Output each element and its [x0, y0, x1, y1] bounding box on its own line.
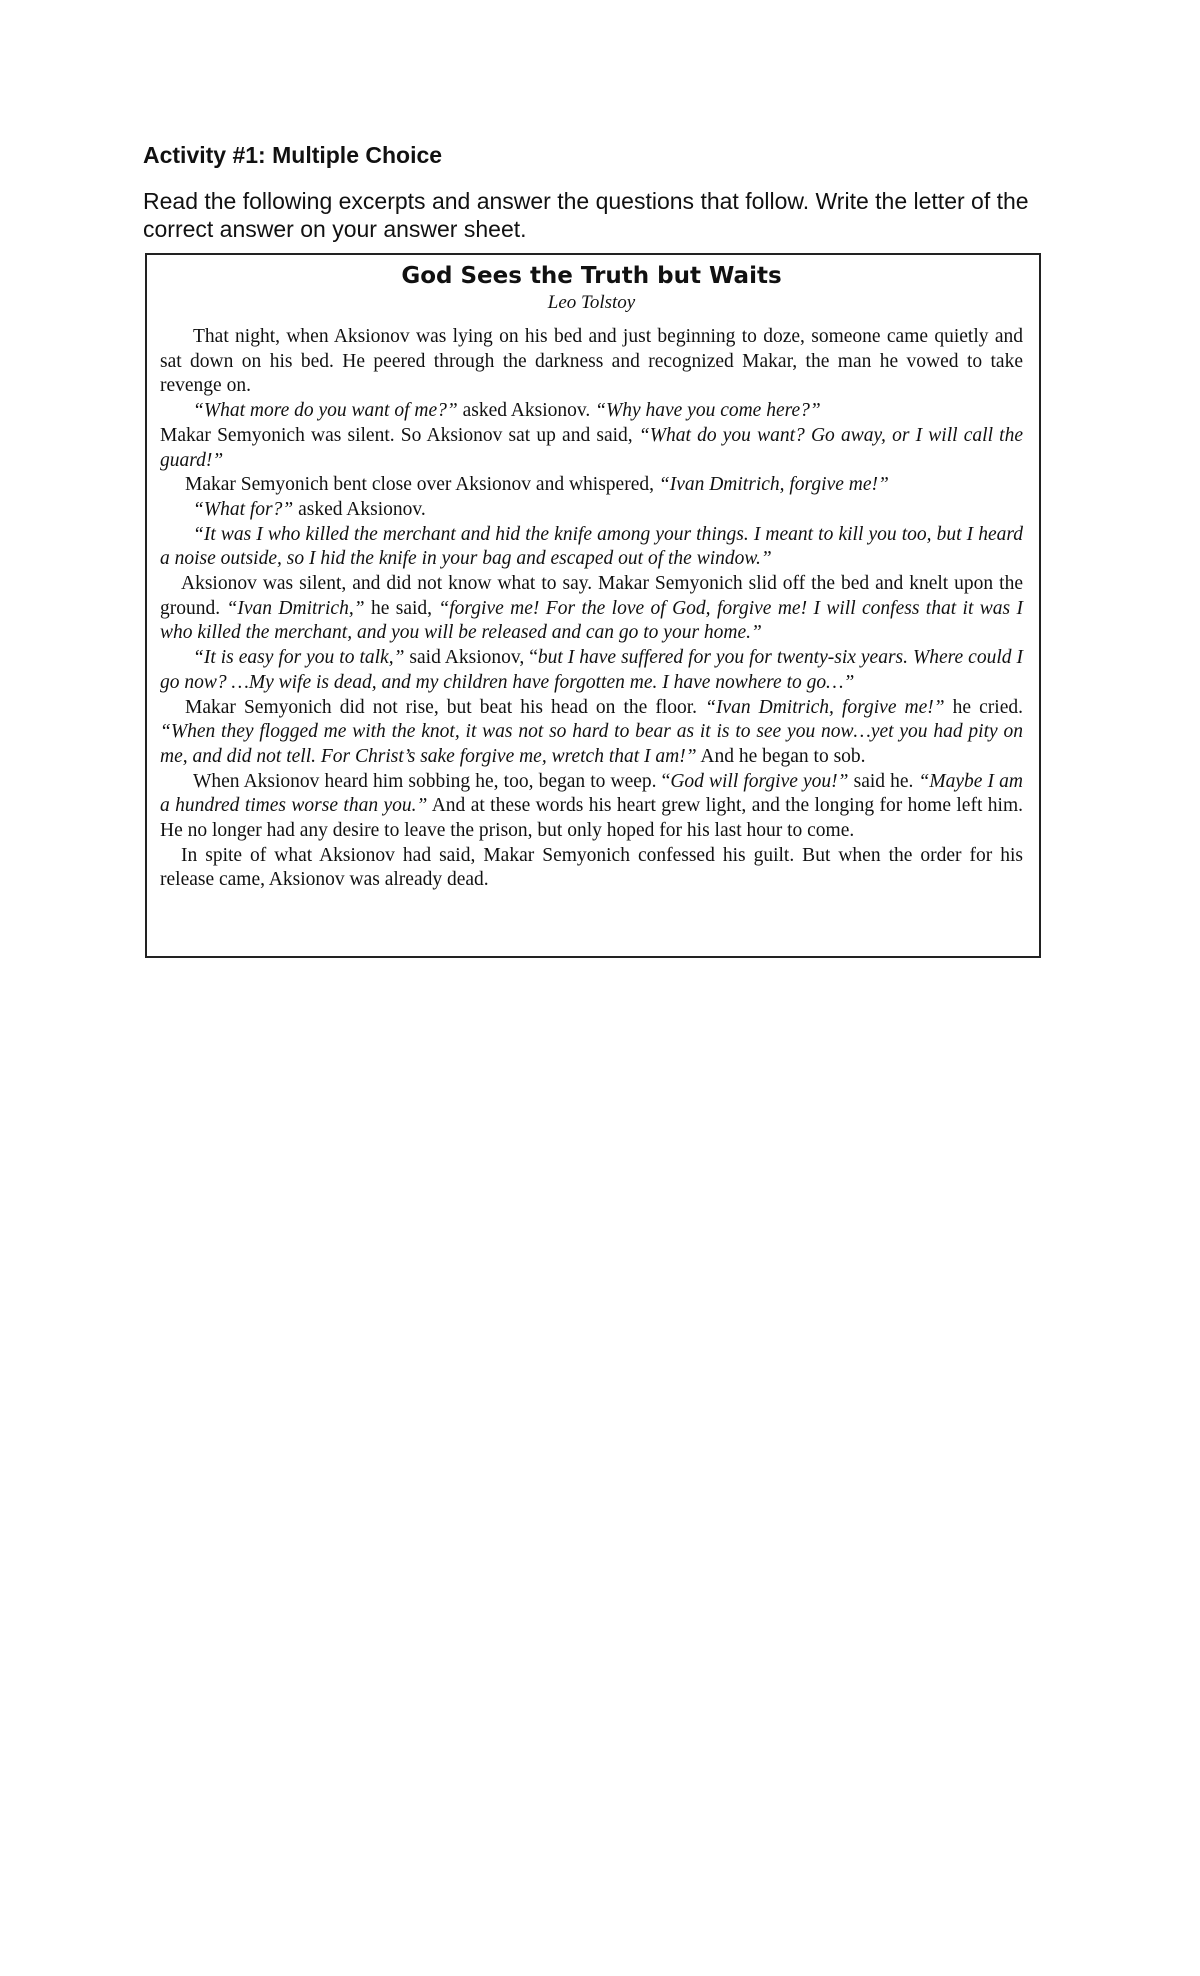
quoted-text: “Why have you come here?”: [595, 400, 821, 422]
quoted-text: “Ivan Dmitrich, forgive me!”: [658, 474, 889, 496]
narrative-text: asked Aksionov.: [457, 400, 596, 422]
story-title: God Sees the Truth but Waits: [401, 263, 782, 289]
excerpt-body: [160, 325, 1023, 893]
excerpt-paragraph: [160, 498, 1023, 523]
narrative-text: In spite of what Aksionov had said, Makar Semyonich confessed his guilt. But when the order for his release came, Aksionov was already dead.: [160, 844, 1023, 891]
excerpt-paragraph: [160, 572, 1023, 646]
quoted-text: but I have suffered for you for twenty-six years. Where could I go now? …My wife is dead, and my children have forgotten me. I have nowhere to go…”: [160, 647, 1023, 693]
excerpt-paragraph: [160, 424, 1023, 473]
narrative-text: he said,: [364, 597, 439, 619]
instructions-text: Read the following excerpts and answer the questions that follow. Write the letter of the correct answer on your answer sheet.: [143, 188, 1029, 242]
story-author: Leo Tolstoy: [547, 292, 636, 313]
quoted-text: “It was I who killed the merchant and hid the knife among your things. I meant to kill you too, but I heard a noise outside, so I hid the knife in your bag and escaped out of the window.”: [160, 523, 1023, 570]
excerpt-paragraph: [160, 473, 1023, 498]
quoted-text: “Maybe I am a hundred times worse than you.”: [160, 770, 1023, 817]
narrative-text: And at these words his heart grew light, and the longing for home left him. He no longer had any desire to leave the prison, but only hoped for his last hour to come.: [160, 795, 1023, 842]
narrative-text: said he.: [848, 770, 919, 792]
quoted-text: “What do you want? Go away, or I will call the guard!”: [160, 424, 1023, 471]
excerpt-paragraph: [160, 523, 1023, 572]
quoted-text: “It is easy for you to talk,”: [193, 647, 405, 669]
quoted-text: “forgive me! For the love of God, forgive me! I will confess that it was I who killed the merchant, and you will be released and can go to your home.”: [160, 597, 1023, 644]
narrative-text: said Aksionov, “: [404, 647, 538, 669]
narrative-text: That night, when Aksionov was lying on his bed and just beginning to doze, someone came quietly and sat down on his bed. He peered through the darkness and recognized Makar, the man he vowed to take revenge on.: [160, 326, 1023, 397]
quoted-text: “Ivan Dmitrich,”: [226, 597, 365, 619]
narrative-text: he cried.: [944, 696, 1023, 718]
excerpt-paragraph: [160, 646, 1023, 695]
quoted-text: “What for?”: [193, 498, 294, 520]
excerpt-paragraph: [160, 325, 1023, 399]
quoted-text: “When they flogged me with the knot, it was not so hard to bear as it is to see you now…yet you had pity on me, and did not tell. For Christ’s sake forgive me, wretch that I am!”: [160, 721, 1023, 767]
narrative-text: And he began to sob.: [696, 745, 866, 767]
quoted-text: “Ivan Dmitrich, forgive me!”: [705, 696, 945, 718]
quoted-text: God will forgive you!”: [670, 770, 849, 792]
excerpt-paragraph: [160, 399, 1023, 424]
activity-title: Activity #1: Multiple Choice: [143, 142, 443, 168]
narrative-text: Makar Semyonich did not rise, but beat his head on the floor.: [185, 696, 706, 718]
narrative-text: asked Aksionov.: [293, 498, 426, 520]
excerpt-box: [145, 253, 1041, 958]
quoted-text: “What more do you want of me?”: [193, 400, 458, 422]
excerpt-paragraph: [160, 696, 1023, 770]
narrative-text: Makar Semyonich bent close over Aksionov and whispered,: [185, 474, 659, 496]
narrative-text: When Aksionov heard him sobbing he, too, began to weep. “: [193, 770, 671, 792]
narrative-text: Makar Semyonich was silent. So Aksionov sat up and said,: [160, 424, 639, 446]
narrative-text: Aksionov was silent, and did not know what to say. Makar Semyonich slid off the bed and knelt upon the ground.: [160, 573, 1023, 619]
excerpt-paragraph: [160, 770, 1023, 844]
excerpt-paragraph: [160, 844, 1023, 893]
